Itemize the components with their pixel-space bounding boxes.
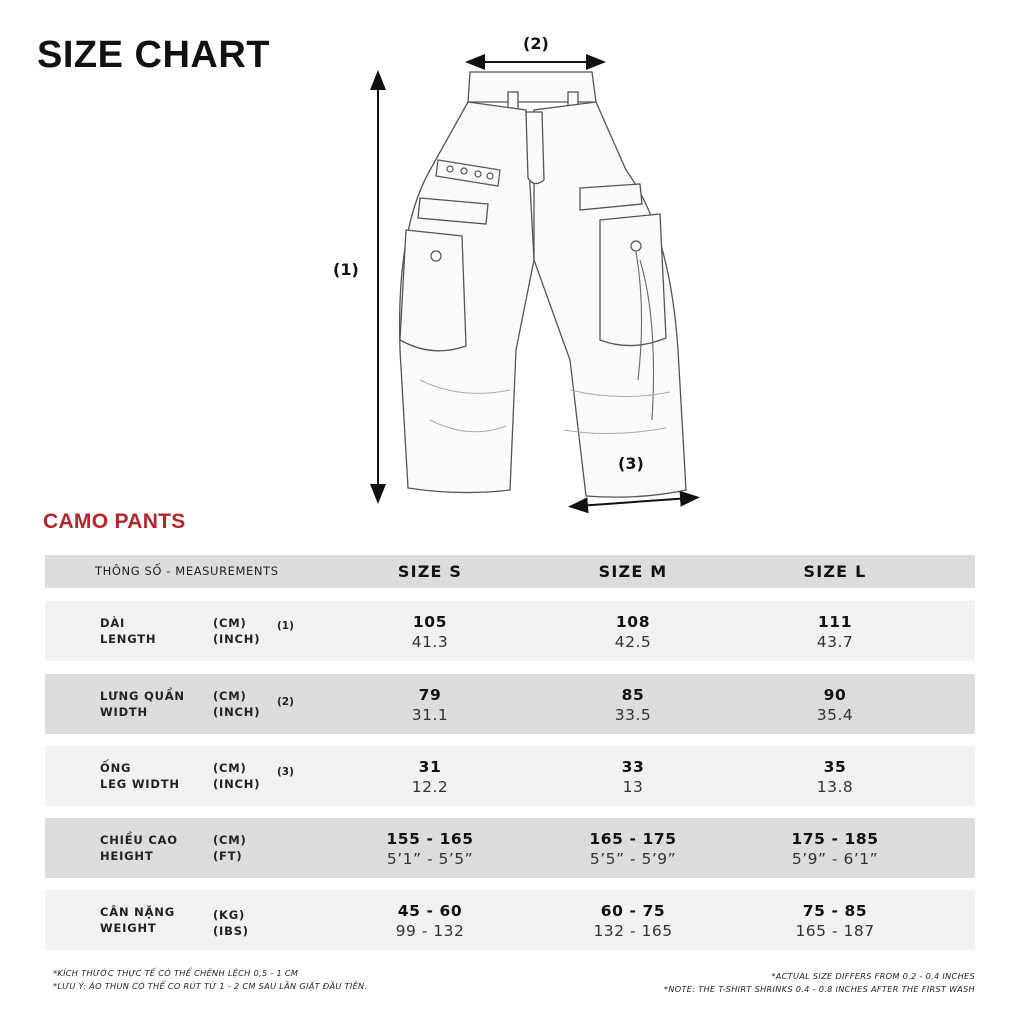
cell-size-l: 175 - 185 5’9” - 6’1”	[791, 830, 879, 868]
note-line: *LƯU Ý: ÁO THUN CÓ THỂ CO RÚT TỪ 1 - 2 CM SAU LẦN GIẶT ĐẦU TIÊN.	[53, 981, 368, 991]
cell-size-s: 45 - 60 99 - 132	[395, 902, 465, 940]
cell-size-s: 155 - 165 5’1” - 5’5”	[386, 830, 474, 868]
row-label: LƯNG QUẦN WIDTH	[100, 689, 185, 719]
cell-size-l: 111 43.7	[816, 613, 854, 651]
cell-size-m: 165 - 175 5’5” - 5’9”	[589, 830, 677, 868]
row-ref: (3)	[277, 766, 294, 778]
table-row	[45, 601, 975, 661]
row-label: DÀI LENGTH	[100, 616, 157, 646]
page-title: SIZE CHART	[37, 34, 270, 76]
cell-size-l: 90 35.4	[816, 686, 854, 724]
table-row	[45, 746, 975, 806]
table-header	[45, 555, 975, 588]
cell-size-s: 31 12.2	[411, 758, 449, 796]
cell-size-m: 108 42.5	[614, 613, 652, 651]
note-line: *KÍCH THƯỚC THỰC TẾ CÓ THỂ CHÊNH LỆCH 0,5 - 1 CM	[53, 968, 299, 978]
table-row	[45, 674, 975, 734]
row-units: (CM) (INCH)	[213, 689, 261, 719]
cell-size-s: 105 41.3	[411, 613, 449, 651]
note-line: *ACTUAL SIZE DIFFERS FROM 0.2 - 0.4 INCHES	[771, 971, 975, 981]
row-ref: (1)	[277, 620, 294, 632]
cell-size-s: 79 31.1	[411, 686, 449, 724]
cell-size-m: 33 13	[621, 758, 645, 796]
table-row	[45, 890, 975, 950]
table-row	[45, 818, 975, 878]
cell-size-m: 85 33.5	[614, 686, 652, 724]
product-name: CAMO PANTS	[43, 510, 186, 533]
note-line: *NOTE: THE T-SHIRT SHRINKS 0.4 - 0.8 INCHES AFTER THE FIRST WASH	[663, 984, 975, 994]
cell-size-m: 60 - 75 132 - 165	[593, 902, 673, 940]
header-size-l: SIZE L	[803, 562, 867, 581]
dimension-label-leg: (3)	[618, 454, 644, 473]
row-units: (CM) (INCH)	[213, 616, 261, 646]
pants-diagram	[320, 20, 740, 520]
dimension-label-waist: (2)	[523, 34, 549, 53]
row-label: ỐNG LEG WIDTH	[100, 761, 180, 791]
row-ref: (2)	[277, 696, 294, 708]
cell-size-l: 75 - 85 165 - 187	[795, 902, 875, 940]
row-units: (CM) (FT)	[213, 833, 247, 863]
header-measurements: THÔNG SỐ - MEASUREMENTS	[95, 564, 279, 578]
header-size-s: SIZE S	[397, 562, 463, 581]
row-units: (KG) (IBS)	[213, 908, 249, 938]
row-label: CHIỀU CAO HEIGHT	[100, 833, 178, 863]
notes-english	[664, 970, 975, 996]
cargo-pants-icon	[320, 20, 740, 520]
header-size-m: SIZE M	[598, 562, 668, 581]
row-label: CÂN NẶNG WEIGHT	[100, 905, 175, 935]
notes-vietnamese	[53, 967, 367, 993]
row-units: (CM) (INCH)	[213, 761, 261, 791]
dimension-label-length: (1)	[333, 260, 359, 279]
cell-size-l: 35 13.8	[816, 758, 854, 796]
